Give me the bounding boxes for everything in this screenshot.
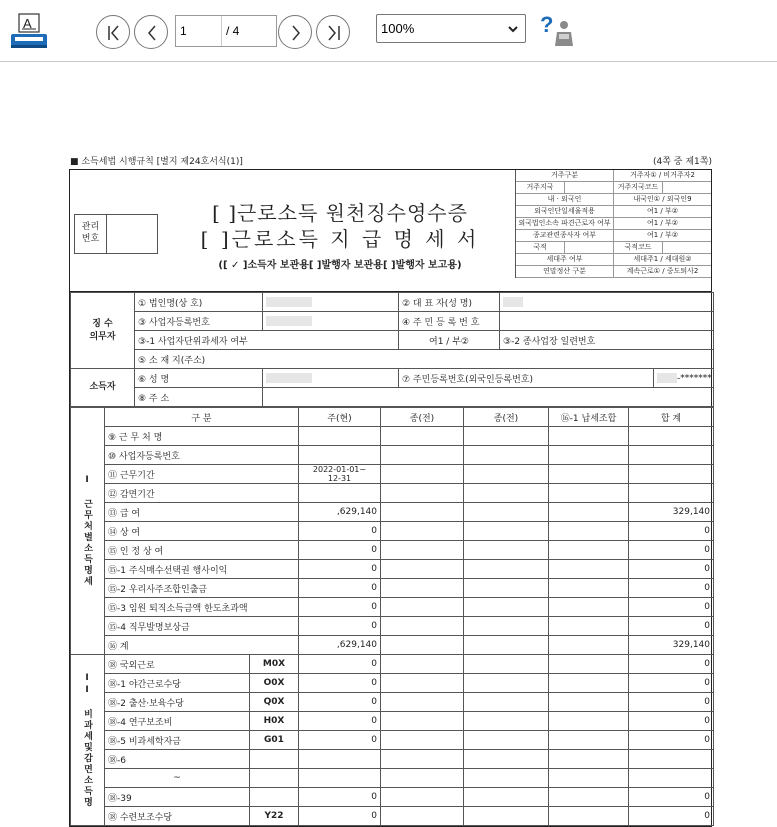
previous-employer-value — [381, 579, 464, 598]
total-value: 329,140 — [629, 503, 714, 522]
residency-row — [516, 242, 711, 254]
payer-label: 징 수 의무자 — [71, 293, 135, 369]
earner-name-value — [263, 369, 399, 388]
previous-employer-value — [464, 807, 549, 826]
unit-taxation-value: 여1 / 부② — [399, 331, 500, 350]
next-page-button[interactable] — [278, 15, 312, 49]
tax-union-value — [549, 465, 629, 484]
tax-union-value — [549, 674, 629, 693]
total-value — [629, 446, 714, 465]
current-employer-value: 0 — [299, 712, 381, 731]
residency-cell: 내 · 외국인 — [516, 194, 614, 205]
table-row — [71, 522, 714, 541]
previous-employer-value — [464, 465, 549, 484]
income-header-row — [71, 408, 714, 427]
residency-cell: 여1 / 부② — [646, 231, 679, 239]
current-employer-value: 0 — [299, 522, 381, 541]
management-number-box — [74, 214, 158, 254]
row-label: ⑬ 급 여 — [105, 503, 299, 522]
title-statement: [ ]근로소득 지 급 명 세 서 — [200, 227, 480, 251]
tax-union-value — [549, 560, 629, 579]
residency-cell: 여1 / 부② — [646, 219, 679, 227]
residency-row — [516, 230, 711, 242]
current-employer-value — [299, 446, 381, 465]
tax-union-value — [549, 427, 629, 446]
total-value: 0 — [629, 522, 714, 541]
table-row — [71, 712, 714, 731]
row-label: ⑱-4 연구보조비 — [105, 712, 250, 731]
address-label: ⑤ 소 재 지(주소) — [135, 350, 714, 369]
previous-employer-value — [464, 446, 549, 465]
total-value: 0 — [629, 731, 714, 750]
previous-employer-value — [381, 446, 464, 465]
previous-employer-value — [464, 731, 549, 750]
table-row — [71, 636, 714, 655]
row-label: ⑫ 감면기간 — [105, 484, 299, 503]
residency-cell: 계속근로① / 중도퇴사2 — [626, 267, 699, 275]
table-row — [71, 750, 714, 769]
form-titles — [170, 200, 510, 271]
residency-row — [516, 254, 711, 266]
last-page-button[interactable] — [316, 15, 350, 49]
earner-name-label: ⑥ 성 명 — [135, 369, 263, 388]
tax-union-value — [549, 712, 629, 731]
previous-employer-value — [381, 636, 464, 655]
previous-employer-value — [381, 750, 464, 769]
form-title-section — [70, 170, 711, 292]
business-reg-label: ③ 사업자등록번호 — [135, 312, 263, 331]
previous-employer-value — [381, 807, 464, 826]
total-value — [629, 465, 714, 484]
row-label: ⑱-2 출산·보육수당 — [105, 693, 250, 712]
column-header: 주(현) — [299, 408, 381, 427]
current-employer-value: 0 — [299, 541, 381, 560]
previous-employer-value — [381, 560, 464, 579]
previous-employer-value — [464, 769, 549, 788]
row-label: ~ — [105, 769, 250, 788]
print-icon[interactable] — [10, 12, 48, 50]
table-row — [71, 674, 714, 693]
tax-union-value — [549, 522, 629, 541]
current-employer-value: 0 — [299, 560, 381, 579]
nontaxable-code: H0X — [250, 712, 299, 731]
previous-employer-value — [464, 503, 549, 522]
column-header: 구 분 — [105, 408, 299, 427]
previous-employer-value — [464, 484, 549, 503]
previous-employer-value — [381, 674, 464, 693]
page-count-label: (4쪽 중 제1쪽) — [653, 157, 712, 167]
row-label: ⑱ 국외근로 — [105, 655, 250, 674]
previous-employer-value — [464, 522, 549, 541]
residency-cell: 종교관련종사자 여부 — [516, 230, 614, 241]
total-value: 0 — [629, 560, 714, 579]
row-label: ⑱-39 — [105, 788, 250, 807]
nontaxable-code: Y22 — [250, 807, 299, 826]
total-value — [629, 750, 714, 769]
corp-name-label: ① 법인명(상 호) — [135, 293, 263, 312]
previous-employer-value — [464, 788, 549, 807]
business-reg-value — [263, 312, 399, 331]
previous-employer-value — [381, 541, 464, 560]
previous-employer-value — [381, 731, 464, 750]
previous-employer-value — [381, 484, 464, 503]
tax-union-value — [549, 693, 629, 712]
table-row — [71, 693, 714, 712]
previous-employer-value — [464, 598, 549, 617]
tax-union-value — [549, 446, 629, 465]
payer-earner-table — [70, 292, 714, 407]
previous-employer-value — [464, 674, 549, 693]
earner-id-label: ⑦ 주민등록번호(외국인등록번호) — [399, 369, 654, 388]
management-number-label: 관리 번호 — [75, 215, 107, 253]
zoom-select[interactable] — [376, 14, 526, 43]
withholding-receipt-form — [69, 169, 712, 827]
previous-employer-value — [381, 427, 464, 446]
current-employer-value: 0 — [299, 617, 381, 636]
previous-employer-value — [381, 788, 464, 807]
current-employer-value — [299, 427, 381, 446]
form-header — [70, 154, 712, 167]
table-row — [71, 579, 714, 598]
residency-cell — [663, 242, 711, 253]
current-employer-value: 0 — [299, 788, 381, 807]
svg-text:?: ? — [540, 12, 554, 37]
current-employer-value — [299, 769, 381, 788]
residency-row — [516, 182, 711, 194]
row-label: ⑱-6 — [105, 750, 250, 769]
prev-page-button[interactable] — [134, 15, 168, 49]
tax-union-value — [549, 731, 629, 750]
current-employer-value: 0 — [299, 807, 381, 826]
residency-cell: 국적 — [516, 242, 565, 253]
income-detail-table — [70, 407, 714, 826]
previous-employer-value — [381, 465, 464, 484]
previous-employer-value — [381, 617, 464, 636]
table-row — [71, 788, 714, 807]
current-employer-value: 0 — [299, 579, 381, 598]
total-value: 0 — [629, 655, 714, 674]
tax-union-value — [549, 655, 629, 674]
total-value: 0 — [629, 617, 714, 636]
total-value: 0 — [629, 674, 714, 693]
total-value: 0 — [629, 788, 714, 807]
row-label: ⑮-1 주식매수선택권 행사이익 — [105, 560, 299, 579]
document-viewer — [0, 62, 777, 823]
column-header: ⑯-1 납세조합 — [549, 408, 629, 427]
previous-employer-value — [381, 712, 464, 731]
residency-cell: 연말정산 구분 — [516, 266, 614, 277]
previous-employer-value — [464, 617, 549, 636]
nontaxable-code — [250, 788, 299, 807]
tax-union-value — [549, 503, 629, 522]
unit-taxation-label: ③-1 사업자단위과세자 여부 — [135, 331, 399, 350]
previous-employer-value — [464, 579, 549, 598]
previous-employer-value — [381, 598, 464, 617]
residency-cell: 내국인① / 외국인9 — [633, 195, 692, 203]
column-header: 합 계 — [629, 408, 714, 427]
table-row — [71, 655, 714, 674]
title-copy-type: ([ ✓ ]소득자 보관용[ ]발행자 보관용[ ]발행자 보고용) — [218, 260, 462, 271]
previous-employer-value — [464, 541, 549, 560]
earner-id-value: -******* — [654, 369, 714, 388]
first-page-button[interactable] — [96, 15, 130, 49]
current-employer-value: 0 — [299, 693, 381, 712]
total-value — [629, 484, 714, 503]
sub-business-serial-label: ③-2 종사업장 일련번호 — [500, 331, 714, 350]
total-value: 0 — [629, 712, 714, 731]
table-row — [71, 598, 714, 617]
residency-row — [516, 266, 711, 278]
row-label: ⑮-3 임원 퇴직소득금액 한도초과액 — [105, 598, 299, 617]
current-employer-value: 0 — [299, 731, 381, 750]
nontaxable-code: M0X — [250, 655, 299, 674]
page-total: / 4 — [226, 24, 240, 38]
page-number-input[interactable]: 1 — [176, 16, 222, 46]
residency-row — [516, 170, 711, 182]
tax-union-value — [549, 769, 629, 788]
residency-cell — [565, 242, 614, 253]
previous-employer-value — [464, 750, 549, 769]
nontaxable-code — [250, 769, 299, 788]
nontaxable-code: O0X — [250, 674, 299, 693]
current-employer-value — [299, 484, 381, 503]
previous-employer-value — [464, 712, 549, 731]
title-receipt: [ ]근로소득 원천징수영수증 — [212, 201, 468, 225]
row-label: ⑮-2 우리사주조합인출금 — [105, 579, 299, 598]
residency-cell: 외국법인소속 파견근로자 여부 — [516, 218, 614, 229]
tax-union-value — [549, 788, 629, 807]
residency-cell: 거주자① / 비거주자2 — [630, 171, 695, 179]
earner-label: 소득자 — [71, 369, 135, 407]
form-reference: ■ 소득세법 시행규칙 [별지 제24호서식(1)] — [70, 157, 243, 167]
table-row — [71, 769, 714, 788]
residency-info-grid — [515, 170, 711, 278]
residency-cell: 거주지국코드 — [614, 182, 663, 193]
tax-union-value — [549, 807, 629, 826]
table-row — [71, 503, 714, 522]
residency-row — [516, 218, 711, 230]
tax-union-value — [549, 750, 629, 769]
previous-employer-value — [464, 693, 549, 712]
table-row — [71, 484, 714, 503]
table-row — [71, 617, 714, 636]
row-label: ⑨ 근 무 처 명 — [105, 427, 299, 446]
table-row — [71, 427, 714, 446]
earner-address-label: ⑧ 주 소 — [135, 388, 263, 407]
tax-union-value — [549, 598, 629, 617]
help-icon[interactable] — [538, 12, 578, 50]
residency-cell: 외국인단일세율적용 — [516, 206, 614, 217]
earner-address-value — [263, 388, 714, 407]
residency-cell: 여1 / 부② — [646, 207, 679, 215]
current-employer-value — [299, 750, 381, 769]
residency-row — [516, 206, 711, 218]
table-row — [71, 560, 714, 579]
residency-cell: 세대주 여부 — [516, 254, 614, 265]
tax-union-value — [549, 636, 629, 655]
residency-row — [516, 194, 711, 206]
previous-employer-value — [464, 427, 549, 446]
current-employer-value: 0 — [299, 655, 381, 674]
previous-employer-value — [381, 693, 464, 712]
total-value: 0 — [629, 541, 714, 560]
total-value: 329,140 — [629, 636, 714, 655]
representative-label: ② 대 표 자(성 명) — [399, 293, 500, 312]
nontaxable-code: G01 — [250, 731, 299, 750]
nontaxable-code — [250, 750, 299, 769]
current-employer-value: ,629,140 — [299, 636, 381, 655]
total-value: 0 — [629, 579, 714, 598]
corp-name-value — [263, 293, 399, 312]
table-row — [71, 446, 714, 465]
total-value: 0 — [629, 807, 714, 826]
row-label: ⑪ 근무기간 — [105, 465, 299, 484]
row-label: ⑯ 계 — [105, 636, 299, 655]
table-row — [71, 807, 714, 826]
chevron-down-icon — [507, 23, 519, 35]
previous-employer-value — [381, 503, 464, 522]
previous-employer-value — [381, 655, 464, 674]
representative-value — [500, 293, 714, 312]
section-side-label: II 비과세및감면소득명 — [71, 655, 105, 826]
row-label: ⑩ 사업자등록번호 — [105, 446, 299, 465]
zoom-value: 100% — [381, 21, 415, 36]
row-label: ⑱-5 비과세학자금 — [105, 731, 250, 750]
tax-union-value — [549, 617, 629, 636]
previous-employer-value — [464, 636, 549, 655]
nontaxable-code: Q0X — [250, 693, 299, 712]
current-employer-value: ,629,140 — [299, 503, 381, 522]
table-row — [71, 731, 714, 750]
residency-cell: 국적코드 — [614, 242, 663, 253]
total-value — [629, 769, 714, 788]
current-employer-value: 0 — [299, 674, 381, 693]
previous-employer-value — [464, 560, 549, 579]
row-label: ⑱ 수련보조수당 — [105, 807, 250, 826]
row-label: ⑮-4 직무발명보상금 — [105, 617, 299, 636]
resident-number-value — [500, 312, 714, 331]
previous-employer-value — [464, 655, 549, 674]
residency-cell — [663, 182, 711, 193]
residency-cell: 거주구분 — [516, 170, 614, 181]
column-header: 종(전) — [464, 408, 549, 427]
residency-cell — [565, 182, 614, 193]
toolbar — [0, 0, 777, 62]
previous-employer-value — [381, 769, 464, 788]
column-header: 종(전) — [381, 408, 464, 427]
total-value: 0 — [629, 598, 714, 617]
previous-employer-value — [381, 522, 464, 541]
table-row — [71, 465, 714, 484]
tax-union-value — [549, 541, 629, 560]
current-employer-value: 0 — [299, 598, 381, 617]
total-value — [629, 427, 714, 446]
row-label: ⑭ 상 여 — [105, 522, 299, 541]
tax-union-value — [549, 579, 629, 598]
section-side-label: I 근무처별소득명세 — [71, 408, 105, 655]
tax-union-value — [549, 484, 629, 503]
table-row — [71, 541, 714, 560]
row-label: ⑱-1 야간근로수당 — [105, 674, 250, 693]
svg-text:A: A — [23, 16, 32, 31]
resident-number-label: ④ 주 민 등 록 번 호 — [399, 312, 500, 331]
row-label: ⑮ 인 정 상 여 — [105, 541, 299, 560]
residency-cell: 세대주1 / 세대원② — [633, 255, 692, 263]
current-employer-value: 2022-01-01~ 12-31 — [299, 465, 381, 484]
total-value: 0 — [629, 693, 714, 712]
residency-cell: 거주지국 — [516, 182, 565, 193]
page-indicator — [175, 15, 277, 47]
